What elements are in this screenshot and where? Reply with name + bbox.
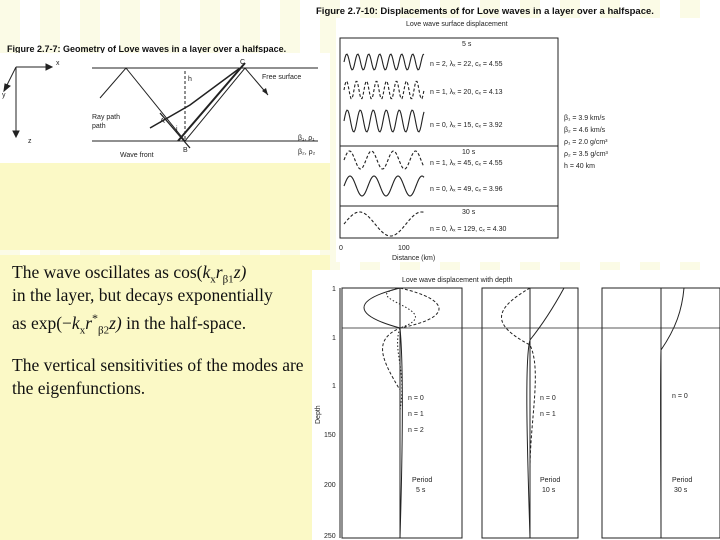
period-5s-label: 5 s xyxy=(462,41,472,48)
surface-trace-2 xyxy=(344,81,424,98)
x-axis-label: Distance (km) xyxy=(392,255,436,262)
point-a: A xyxy=(160,118,165,125)
legend5-n1: n = 1 xyxy=(408,411,424,418)
param-2: β₂ = 4.6 km/s xyxy=(564,127,606,134)
mode-label-1: n = 2, λₓ = 22, cₓ = 4.55 xyxy=(430,61,503,68)
displacement-figure-title: Figure 2.7-10: Displacements of for Love waves in a layer over a halfspace. xyxy=(316,6,654,17)
geometry-figure xyxy=(0,53,330,163)
depth-title: Love wave displacement with depth xyxy=(402,277,513,284)
legend30-n0: n = 0 xyxy=(672,393,688,400)
x-tick-0: 0 xyxy=(339,245,343,252)
layer-label: β₁, ρ₁ xyxy=(298,135,315,142)
body-line-2: in the layer, but decays exponentially xyxy=(12,285,273,305)
depth-tick-2: 1 xyxy=(332,335,336,342)
period-10s-label: 10 s xyxy=(462,149,476,156)
legend10-n1: n = 1 xyxy=(540,411,556,418)
period30-label: Period xyxy=(672,477,693,484)
ray-thick xyxy=(178,63,245,141)
depth-tick-3: 1 xyxy=(332,383,336,390)
depth-tick-1: 1 xyxy=(332,286,336,293)
mode-label-6: n = 0, λₓ = 129, cₓ = 4.30 xyxy=(430,226,507,233)
ray-path-label-2: path xyxy=(92,123,106,130)
mode-label-2: n = 1, λₓ = 20, cₓ = 4.13 xyxy=(430,89,503,96)
period5-label: Period xyxy=(412,477,433,484)
legend10-n0: n = 0 xyxy=(540,395,556,402)
depth-tick-250: 250 xyxy=(324,533,336,540)
body-line-1: The wave oscillates as $\cos(k_xr_{\beta 1}z)$ xyxy=(12,262,247,286)
axis-x-label: x xyxy=(56,60,60,67)
geometry-figure-title: Figure 2.7-7: Geometry of Love waves in a layer over a halfspace. xyxy=(7,44,287,54)
axis-y-label: y xyxy=(2,92,6,99)
body-line-5: the eigenfunctions. xyxy=(12,378,146,398)
surface-displacement-figure xyxy=(336,18,720,262)
depth-displacement-figure xyxy=(312,270,720,540)
depth-axis-label: Depth xyxy=(315,405,322,424)
mode-label-3: n = 0, λₓ = 15, cₓ = 3.92 xyxy=(430,122,503,129)
axes-icon xyxy=(4,64,52,137)
point-b: B xyxy=(183,147,188,154)
surface-trace-1 xyxy=(344,54,424,70)
param-4: ρ₂ = 3.5 g/cm³ xyxy=(564,151,608,158)
point-c: C xyxy=(240,59,246,66)
legend5-n2: n = 2 xyxy=(408,427,424,434)
surface-trace-6 xyxy=(344,212,424,236)
period10-value: 10 s xyxy=(542,487,556,494)
period-30s-label: 30 s xyxy=(462,209,476,216)
param-5: h = 40 km xyxy=(564,163,595,170)
highlight-band xyxy=(0,160,330,250)
surface-title: Love wave surface displacement xyxy=(406,21,508,28)
mode-label-5: n = 0, λₓ = 49, cₓ = 3.96 xyxy=(430,186,503,193)
label-h: h xyxy=(188,76,192,83)
param-3: ρ₁ = 2.0 g/cm³ xyxy=(564,139,608,146)
wave-front-label: Wave front xyxy=(120,152,154,159)
period10-label: Period xyxy=(540,477,561,484)
surface-trace-3 xyxy=(344,110,424,132)
period30-value: 30 s xyxy=(674,487,688,494)
halfspace-label: β₂, ρ₂ xyxy=(298,149,316,156)
param-1: β₁ = 3.9 km/s xyxy=(564,115,605,122)
ray-path-label: Ray path xyxy=(92,114,121,121)
x-tick-100: 100 xyxy=(398,245,410,252)
body-line-4: The vertical sensitivities of the modes are xyxy=(12,355,304,375)
surface-trace-5 xyxy=(344,176,424,196)
body-line-3: as $\exp(-k_xr^*_{\beta 2}z)$ in the half-space. xyxy=(12,311,247,337)
mode-label-4: n = 1, λₓ = 45, cₓ = 4.55 xyxy=(430,160,503,167)
surface-trace-4 xyxy=(344,151,424,169)
depth-tick-150: 150 xyxy=(324,432,336,439)
ray-zigzag xyxy=(100,68,268,141)
axis-z-label: z xyxy=(28,138,32,145)
depth-tick-200: 200 xyxy=(324,482,336,489)
legend5-n0: n = 0 xyxy=(408,395,424,402)
period5-value: 5 s xyxy=(416,487,426,494)
label-j: j xyxy=(176,126,178,133)
free-surface-label: Free surface xyxy=(262,74,302,81)
